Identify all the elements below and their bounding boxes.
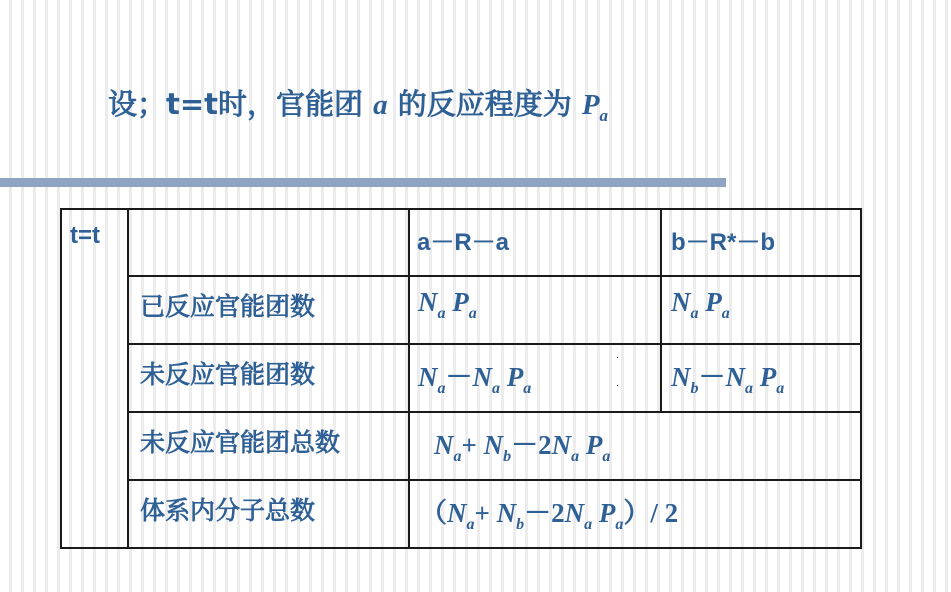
symbol: N bbox=[434, 430, 454, 460]
subscript: a bbox=[468, 305, 477, 322]
table-rule bbox=[127, 208, 129, 549]
symbol: N bbox=[447, 498, 467, 528]
title-divider bbox=[0, 178, 726, 187]
symbol: P bbox=[506, 362, 524, 392]
reacted-a-expr bbox=[418, 287, 477, 323]
column-header-b-r-b: b－R*－b bbox=[671, 229, 775, 256]
symbol: N bbox=[671, 362, 691, 392]
subscript: a bbox=[453, 448, 462, 465]
table-border-left bbox=[60, 208, 62, 549]
operator: －2 bbox=[511, 430, 552, 460]
paren-open: （ bbox=[420, 498, 447, 528]
table-rule bbox=[128, 411, 862, 413]
table-rule bbox=[660, 208, 662, 413]
table-rule bbox=[408, 208, 410, 549]
subscript: a bbox=[571, 448, 580, 465]
title-var-p: P bbox=[581, 89, 600, 121]
subscript: a bbox=[602, 448, 611, 465]
table-rule bbox=[128, 275, 862, 277]
operator: － bbox=[698, 362, 726, 392]
paren-close-divide: ）/ 2 bbox=[623, 498, 679, 528]
title-var-a: a bbox=[373, 89, 388, 121]
subscript: a bbox=[776, 380, 785, 397]
title-var-p-subscript: a bbox=[599, 106, 609, 125]
symbol: P bbox=[585, 430, 603, 460]
subscript: a bbox=[615, 516, 624, 533]
row-label-molecule-total: 体系内分子总数 bbox=[140, 496, 316, 525]
corner-cell-label: t=t bbox=[70, 222, 100, 249]
symbol: N bbox=[472, 362, 492, 392]
subscript: a bbox=[523, 380, 532, 397]
symbol: N bbox=[725, 362, 745, 392]
table-rule bbox=[128, 479, 862, 481]
stray-mark bbox=[617, 357, 618, 358]
molecule-total-expr bbox=[420, 491, 678, 534]
symbol: P bbox=[452, 287, 469, 317]
symbol: N bbox=[483, 430, 504, 460]
slide-title bbox=[108, 82, 608, 126]
symbol: P bbox=[598, 498, 616, 528]
symbol: N bbox=[671, 287, 691, 317]
subscript: a bbox=[492, 380, 500, 397]
symbol: P bbox=[705, 287, 722, 317]
table-border-top bbox=[60, 208, 862, 210]
operator: + bbox=[474, 498, 497, 528]
reacted-b-expr bbox=[671, 287, 730, 323]
title-prefix: 设；t=t时，官能团 bbox=[108, 87, 374, 121]
subscript: a bbox=[745, 380, 753, 397]
row-label-unreacted-total: 未反应官能团总数 bbox=[140, 428, 341, 457]
reaction-table bbox=[60, 208, 862, 549]
symbol: N bbox=[551, 430, 572, 460]
operator: + bbox=[461, 430, 484, 460]
row-label-reacted: 已反应官能团数 bbox=[140, 292, 316, 321]
unreacted-a-expr bbox=[418, 355, 531, 398]
row-label-unreacted: 未反应官能团数 bbox=[140, 360, 316, 389]
subscript: a bbox=[466, 516, 475, 533]
subscript: b bbox=[503, 448, 512, 465]
subscript: a bbox=[437, 305, 446, 322]
column-header-a-r-a: a－R－a bbox=[417, 229, 510, 256]
symbol: N bbox=[418, 362, 438, 392]
table-border-bottom bbox=[60, 547, 862, 549]
table-border-right bbox=[860, 208, 862, 549]
operator: － bbox=[445, 362, 473, 392]
operator: －2 bbox=[524, 498, 565, 528]
unreacted-b-expr bbox=[671, 355, 784, 398]
unreacted-total-expr bbox=[434, 423, 610, 466]
subscript: a bbox=[584, 516, 593, 533]
table-rule bbox=[128, 343, 862, 345]
subscript: b bbox=[516, 516, 525, 533]
subscript: a bbox=[437, 380, 446, 397]
title-middle: 的反应程度为 bbox=[387, 87, 582, 121]
symbol: N bbox=[496, 498, 517, 528]
subscript: a bbox=[721, 305, 730, 322]
stray-mark bbox=[617, 385, 618, 386]
subscript: a bbox=[690, 305, 699, 322]
symbol: N bbox=[564, 498, 585, 528]
symbol: P bbox=[759, 362, 777, 392]
symbol: N bbox=[418, 287, 438, 317]
subscript: b bbox=[690, 380, 699, 397]
